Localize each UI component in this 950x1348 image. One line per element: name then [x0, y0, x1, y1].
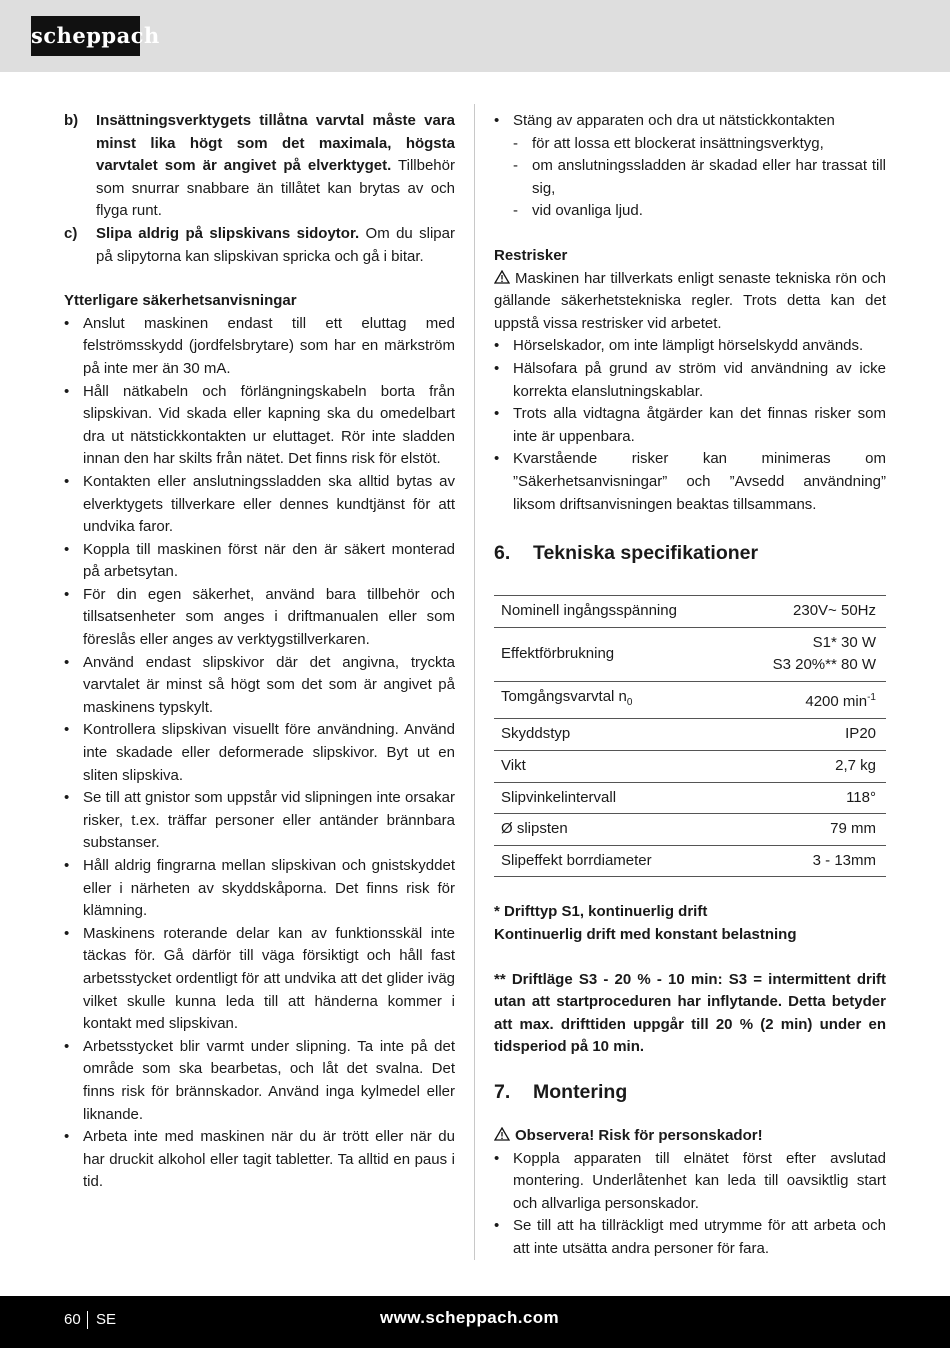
spec-label [494, 681, 734, 719]
item-c [64, 223, 455, 268]
page-number: 60 [64, 1311, 81, 1328]
warning-icon [494, 1127, 510, 1141]
footer-separator [87, 1311, 88, 1329]
switch-off-list [494, 110, 886, 133]
table-row [494, 681, 886, 719]
list-item: • Hörselskador, om inte lämpligt hörselskydd används. [494, 335, 886, 358]
table-row [494, 782, 886, 814]
safety-heading: Ytterligare säkerhetsanvisningar [64, 292, 297, 310]
table-row [494, 596, 886, 628]
switch-off-cases [494, 133, 886, 223]
list-item: • Stäng av apparaten och dra ut nätstickkontakten [494, 110, 886, 133]
item-c-bold: Slipa aldrig på slipskivans sidoytor. [96, 224, 360, 242]
restrisker-text [494, 268, 886, 336]
spec-label: Skyddstyp [494, 719, 734, 751]
spec-table [494, 595, 886, 877]
list-item: • Kontrollera slipskivan visuellt före användning. Använd inte skadade eller deformerade slipskivor. Byt ut en sliten slipskiva. [64, 719, 455, 787]
left-column [64, 110, 455, 1194]
list-item: - vid ovanliga ljud. [494, 200, 886, 223]
restrisker-body: Maskinen har tillverkats enligt senaste tekniska rön och gällande säkerhetstekniska regler. Trots detta kan det uppstå vissa restrisker vid arbetet. [494, 269, 886, 332]
list-item: • Trots alla vidtagna åtgärder kan det finnas risker som inte är uppenbara. [494, 403, 886, 448]
spec-label: Ø slipsten [494, 814, 734, 846]
spec-label: Slipeffekt borrdiameter [494, 845, 734, 877]
table-row [494, 719, 886, 751]
note-s1-line2: Kontinuerlig drift med konstant belastning [494, 926, 797, 944]
spec-subscript: 0 [626, 696, 633, 708]
list-item: • Se till att ha tillräckligt med utrymme för att arbeta och att inte utsätta andra personer för fara. [494, 1215, 886, 1260]
note-s3: ** Driftläge S3 - 20 % - 10 min: S3 = intermittent drift utan att startproceduren har inflytande. Detta betyder att max. drifttiden uppgår till 20 % (2 min) under en tidsperiod på 10 min. [494, 970, 886, 1056]
item-b-text: Tillbehör som snurrar snabbare än tillåtet kan brytas av och flyga runt. [96, 157, 455, 220]
spec-value: 3 - 13mm [734, 845, 886, 877]
item-c-text: Om du slipar på slipytorna kan slipskivan spricka och gå i bitar. [96, 224, 455, 265]
language-code: SE [96, 1311, 117, 1328]
footer-bar [0, 1296, 950, 1348]
list-item: - om anslutningssladden är skadad eller har trassat till sig, [494, 155, 886, 200]
section-7-heading [494, 1079, 886, 1105]
section-7-title: Montering [533, 1081, 628, 1103]
restrisker-list [494, 335, 886, 516]
section-6-number: 6. [494, 542, 511, 565]
spec-label-text: Tomgångsvarvtal n [501, 687, 627, 705]
list-item: • Arbetsstycket blir varmt under slipning. Ta inte på det område som ska bearbetas, och låt det svalna. Det finns risk för brännskador. Använd inga kylmedel eller liknande. [64, 1036, 455, 1126]
spec-value [734, 627, 886, 681]
right-column [494, 110, 886, 1261]
spec-value: 230V~ 50Hz [734, 596, 886, 628]
section-6-heading [494, 540, 886, 566]
list-item: • Kontakten eller anslutningssladden ska alltid bytas av elverktygets tillverkare eller dennes kundtjänst för att undvika faror. [64, 471, 455, 539]
spec-value-text: 4200 min [805, 692, 868, 710]
table-row [494, 814, 886, 846]
spec-value [734, 681, 886, 719]
list-item: • Arbeta inte med maskinen när du är trött eller när du har druckit alkohol eller tagit tabletter. Ta alltid en paus i tid. [64, 1126, 455, 1194]
item-b-label: b) [64, 112, 79, 129]
warning-text: Observera! Risk för personskador! [515, 1127, 763, 1144]
spec-value: 79 mm [734, 814, 886, 846]
list-item: • Anslut maskinen endast till ett eluttag med felströmsskydd (jordfelsbrytare) som har en märkström på inte mer än 30 mA. [64, 313, 455, 381]
list-item: • Använd endast slipskivor där det angivna, tryckta varvtalet är minst så högt som det som är angivet på maskinens typskylt. [64, 652, 455, 720]
header-bar [0, 0, 950, 72]
list-item: • Maskinens roterande delar kan av funktionsskäl inte täckas för. Gå därför till väga försiktigt och håll fast arbetsstycket ordentligt för att undvika att det glider iväg vilket skulle kunna leda till att händerna kommer i kontakt med slipskivan. [64, 923, 455, 1036]
item-b [64, 110, 455, 223]
website-link[interactable]: www.scheppach.com [380, 1308, 560, 1327]
spec-value-line: S3 20%** 80 W [772, 656, 876, 674]
list-item: • Hälsofara på grund av ström vid användning av icke korrekta elanslutningskablar. [494, 358, 886, 403]
list-item: • Koppla apparaten till elnätet först efter avslutad montering. Underlåtenhet kan leda till oavsiktlig start och allvarliga personskador. [494, 1148, 886, 1216]
spec-superscript: -1 [867, 691, 876, 703]
spec-label: Vikt [494, 751, 734, 783]
restrisker-heading: Restrisker [494, 246, 568, 264]
list-item: • Håll aldrig fingrarna mellan slipskivan och gnistskyddet eller i närheten av skyddskåporna. Det finns risk för klämning. [64, 855, 455, 923]
table-row [494, 627, 886, 681]
spec-value: 118° [734, 782, 886, 814]
list-item: - för att lossa ett blockerat insättningsverktyg, [494, 133, 886, 156]
spec-label: Nominell ingångsspänning [494, 596, 734, 628]
note-s1-line1: * Drifttyp S1, kontinuerlig drift [494, 903, 708, 921]
warning-icon [494, 270, 510, 284]
item-b-bold: Insättningsverktygets tillåtna varvtal måste vara minst lika högt som det maximala, högsta varvtalet som är angivet på elverktyget. [96, 112, 455, 175]
brand-logo: scheppach [31, 16, 140, 56]
spec-value: 2,7 kg [734, 751, 886, 783]
column-divider [474, 104, 475, 1260]
item-c-label: c) [64, 224, 78, 242]
table-row [494, 845, 886, 877]
list-item: • För din egen säkerhet, använd bara tillbehör och tillsatsenheter som anges i driftmanualen eller som föreslås eller anges av verktygstillverkaren. [64, 584, 455, 652]
section-7-number: 7. [494, 1081, 511, 1103]
spec-value: IP20 [734, 719, 886, 751]
spec-value-line: S1* 30 W [812, 633, 876, 651]
spec-label: Effektförbrukning [494, 627, 734, 681]
section-6-title: Tekniska specifikationer [533, 542, 759, 565]
table-row [494, 751, 886, 783]
list-item: • Kvarstående risker kan minimeras om ”Säkerhetsanvisningar” och ”Avsedd användning” liksom driftsanvisningen beaktas tillsammans. [494, 448, 886, 516]
safety-list [64, 313, 455, 1194]
spec-label: Slipvinkelintervall [494, 782, 734, 814]
warning-line [494, 1125, 886, 1148]
montering-list [494, 1148, 886, 1261]
list-item: • Koppla till maskinen först när den är säkert monterad på arbetsytan. [64, 539, 455, 584]
list-item: • Se till att gnistor som uppstår vid slipningen inte orsakar risker, t.ex. träffar personer eller antänder brännbara substanser. [64, 787, 455, 855]
list-item: • Håll nätkabeln och förlängningskabeln borta från slipskivan. Vid skada eller kapning ska du omedelbart dra ut nätstickkontakten ur eluttaget. Rör inte sladden innan den har skilts från nätet. Det finns risk för elstöt. [64, 381, 455, 471]
